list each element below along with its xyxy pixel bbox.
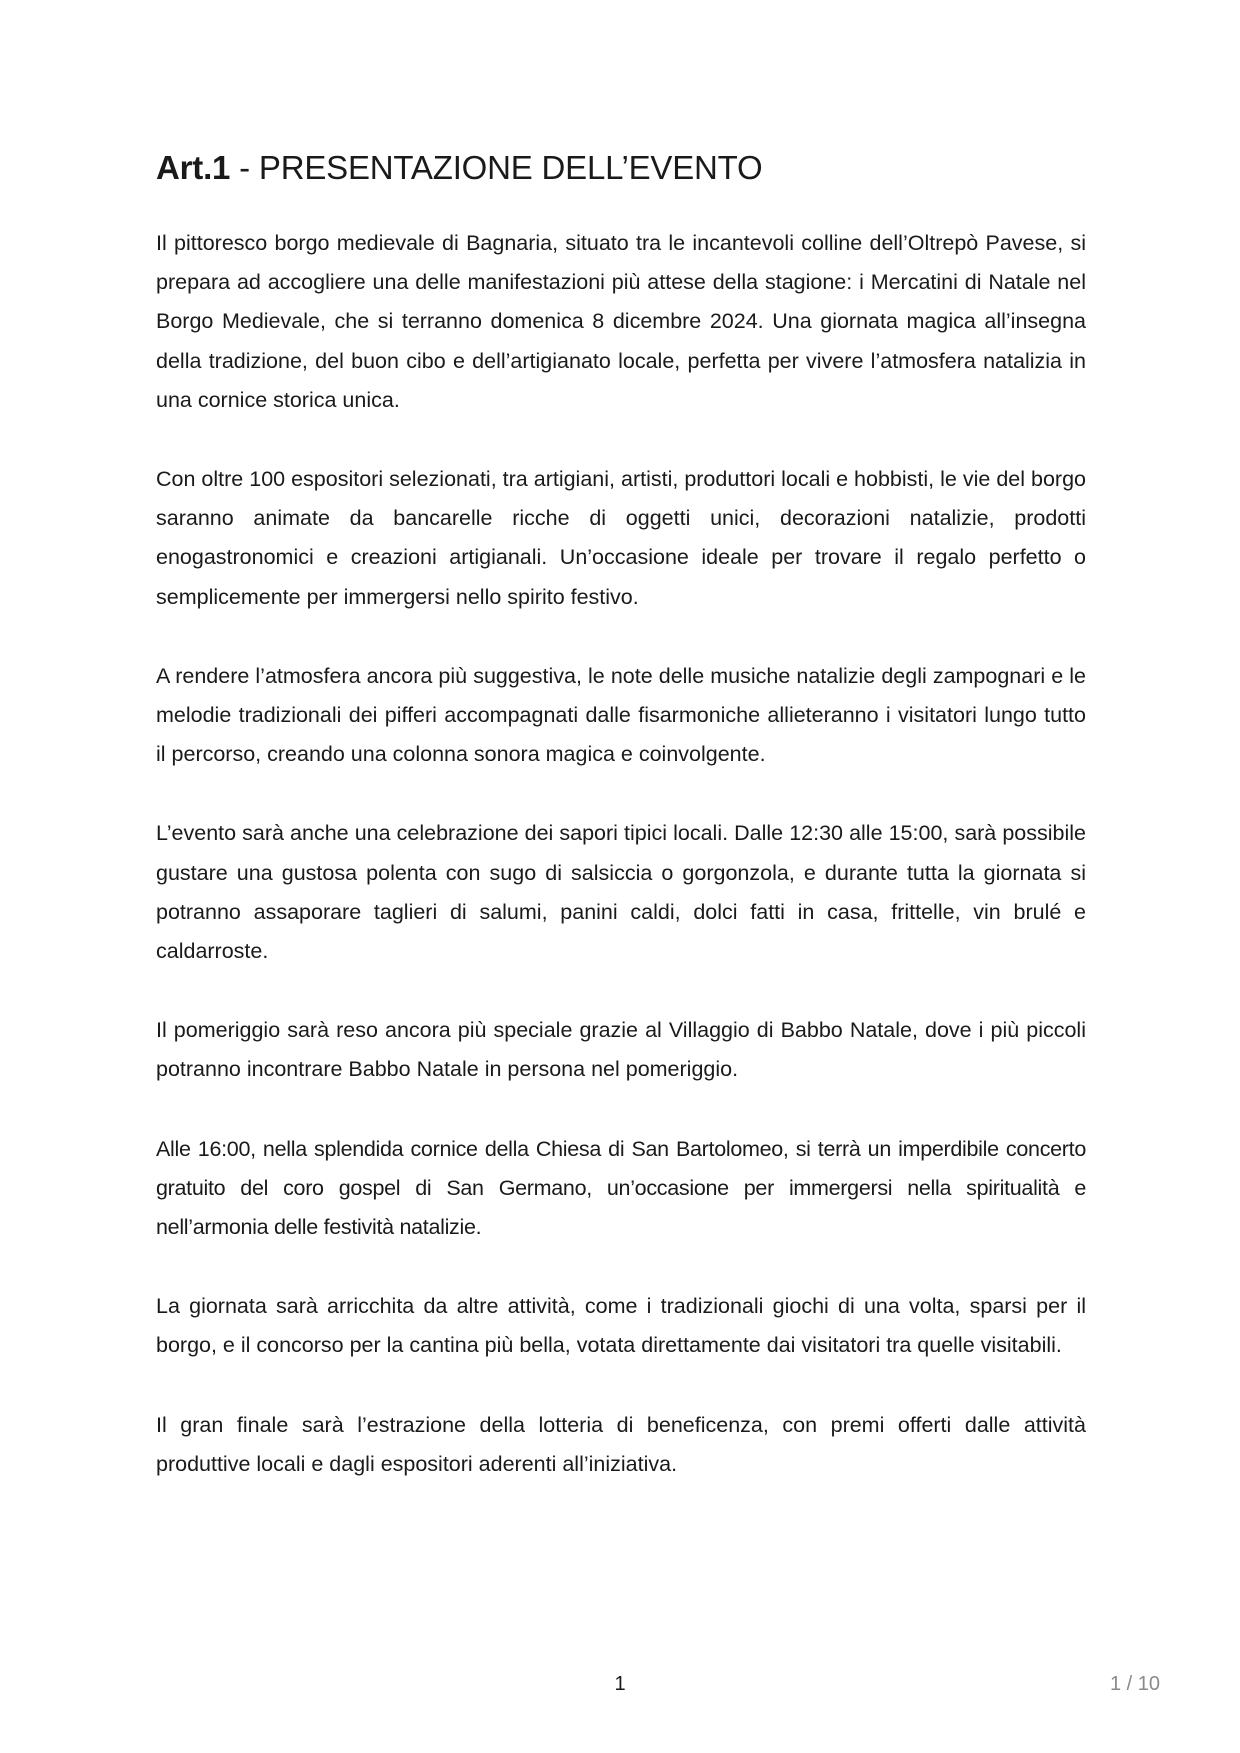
paragraph-santa-village: Il pomeriggio sarà reso ancora più speciale grazie al Villaggio di Babbo Natale, dove i più piccoli potranno incontrare Babbo Natale in persona nel pomeriggio. bbox=[156, 1018, 1086, 1082]
paragraph-concert: Alle 16:00, nella splendida cornice della Chiesa di San Bartolomeo, si terrà un imperdibile concerto gratuito del coro gospel di San Germano, un’occasione per immergersi nella spiritualità e nell’armonia delle festività natalizie. bbox=[156, 1136, 1086, 1240]
page-number: 1 bbox=[614, 1673, 626, 1695]
paragraph-music: A rendere l’atmosfera ancora più suggestiva, le note delle musiche natalizie degli zampognari e le melodie tradizionali dei pifferi accompagnati dalle fisarmoniche allieteranno i visitatori lungo tutto il percorso, creando una colonna sonora magica e coinvolgente. bbox=[156, 663, 1086, 767]
article-title: - PRESENTAZIONE DELL’EVENTO bbox=[230, 149, 763, 186]
article-body bbox=[156, 224, 1086, 1524]
paragraph-lottery: Il gran finale sarà l’estrazione della lotteria di beneficenza, con premi offerti dalle attività produttive locali e dagli espositori aderenti all’iniziativa. bbox=[156, 1412, 1086, 1476]
paragraph-activities: La giornata sarà arricchita da altre attività, come i tradizionali giochi di una volta, sparsi per il borgo, e il concorso per la cantina più bella, votata direttamente dai visitatori tra quelle visitabili. bbox=[156, 1294, 1086, 1358]
paragraph-food: L’evento sarà anche una celebrazione dei sapori tipici locali. Dalle 12:30 alle 15:00, sarà possibile gustare una gustosa polenta con sugo di salsiccia o gorgonzola, e durante tutta la giornata si potranno assaporare taglieri di salumi, panini caldi, dolci fatti in casa, frittelle, vin brulé e caldarroste. bbox=[156, 821, 1086, 964]
paragraph-exhibitors: Con oltre 100 espositori selezionati, tra artigiani, artisti, produttori locali e hobbisti, le vie del borgo saranno animate da bancarelle ricche di oggetti unici, decorazioni natalizie, prodotti enogastronomici e creazioni artigianali. Un’occasione ideale per trovare il regalo perfetto o semplicemente per immergersi nello spirito festivo. bbox=[156, 467, 1086, 609]
article-number: Art.1 bbox=[156, 149, 231, 186]
page-counter: 1 / 10 bbox=[1109, 1673, 1160, 1695]
paragraph-intro: Il pittoresco borgo medievale di Bagnaria, situato tra le incantevoli colline dell’Oltrepò Pavese, si prepara ad accogliere una delle manifestazioni più attese della stagione: i Mercatini di Natale nel Borgo Medievale, che si terranno domenica 8 dicembre 2024. Una giornata magica all’insegna della tradizione, del buon cibo e dell’artigianato locale, perfetta per vivere l’atmosfera natalizia in una cornice storica unica. bbox=[156, 231, 1086, 412]
article-heading bbox=[156, 148, 763, 188]
